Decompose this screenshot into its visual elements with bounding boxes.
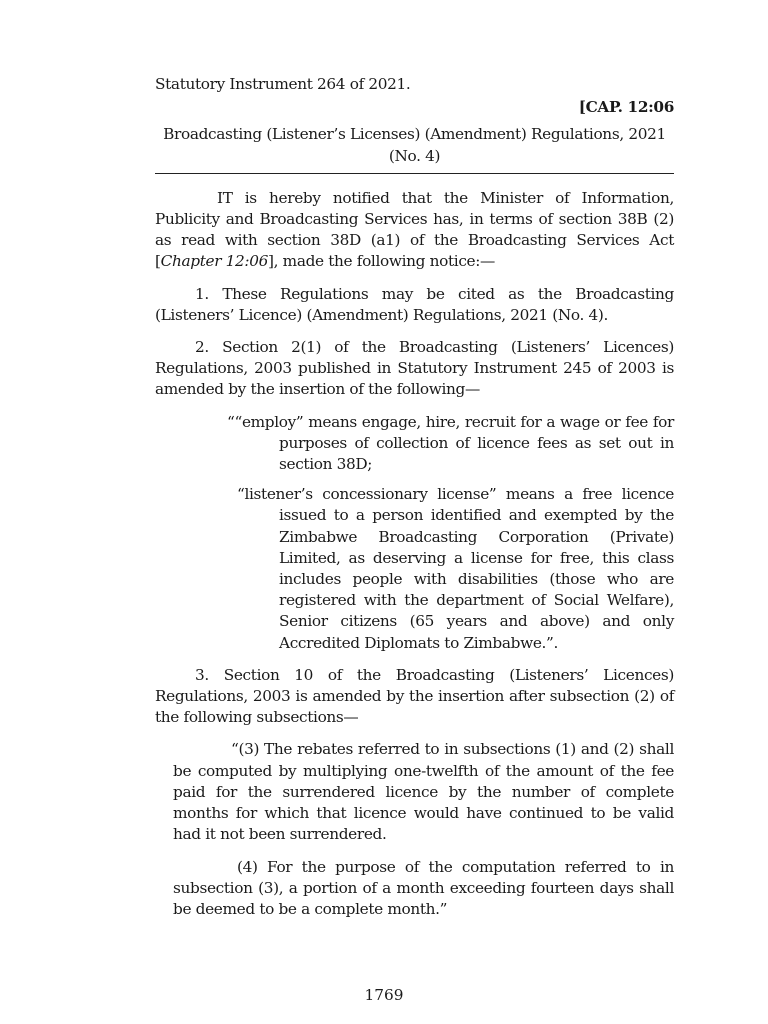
intro-text-end: ], made the following notice:— [268,252,495,271]
subsection-4: (4) For the purpose of the computation referred to in subsection (3), a portion of a month exceeding fourteen days shall be deemed to be a complete month.” [173,857,674,918]
page-number: 1769 [364,986,404,1004]
section-3: 3. Section 10 of the Broadcasting (Listeners’ Licences) Regulations, 2003 is amended by the insertion after subsection (2) of the following subsections— [155,665,674,727]
definition-concessionary-license: “listener’s concessionary license” means a free licence issued to a person identified and exempted by the Zimbabwe Broadcasting Corporation (Private) Limited, as deserving a license for free, this class includes people with disabilities (those who are registered with the department of Social Welfare), Senior citizens (65 years and above) and only Accredited Diplomats to Zimbabwe.”. [237,485,674,652]
section-2: 2. Section 2(1) of the Broadcasting (Listeners’ Licences) Regulations, 2003 published in Statutory Instrument 245 of 2003 is amended by the insertion of the following— [155,338,674,399]
section-1: 1. These Regulations may be cited as the Broadcasting (Listeners’ Licence) (Amendment) Regulations, 2021 (No. 4). [155,284,674,324]
instrument-number: Statutory Instrument 264 of 2021. [155,75,411,93]
intro-text: IT is hereby notified that the Minister of Information, Publicity and Broadcasting Services has, in terms of section 38B (2) as read with section 38D (a1) of the Broadcasting Services Act [ [155,188,674,271]
act-chapter-reference: Chapter 12:06 [160,252,269,271]
document-title: Broadcasting (Listener’s Licenses) (Amendment) Regulations, 2021 (No. 4) [163,125,666,165]
title-divider [155,173,674,174]
inserted-subsections [155,739,674,920]
document-page [155,70,674,931]
definition-employ: ““employ” means engage, hire, recruit for a wage or fee for purposes of collection of licence fees as set out in section 38D; [227,412,674,474]
subsection-3: “(3) The rebates referred to in subsections (1) and (2) shall be computed by multiplying one-twelfth of the amount of the fee paid for the surrendered licence by the number of complete months for which that licence would have continued to be valid had it not been surrendered. [173,740,674,844]
chapter-reference: [CAP. 12:06 [578,98,674,117]
intro-paragraph [155,188,674,273]
